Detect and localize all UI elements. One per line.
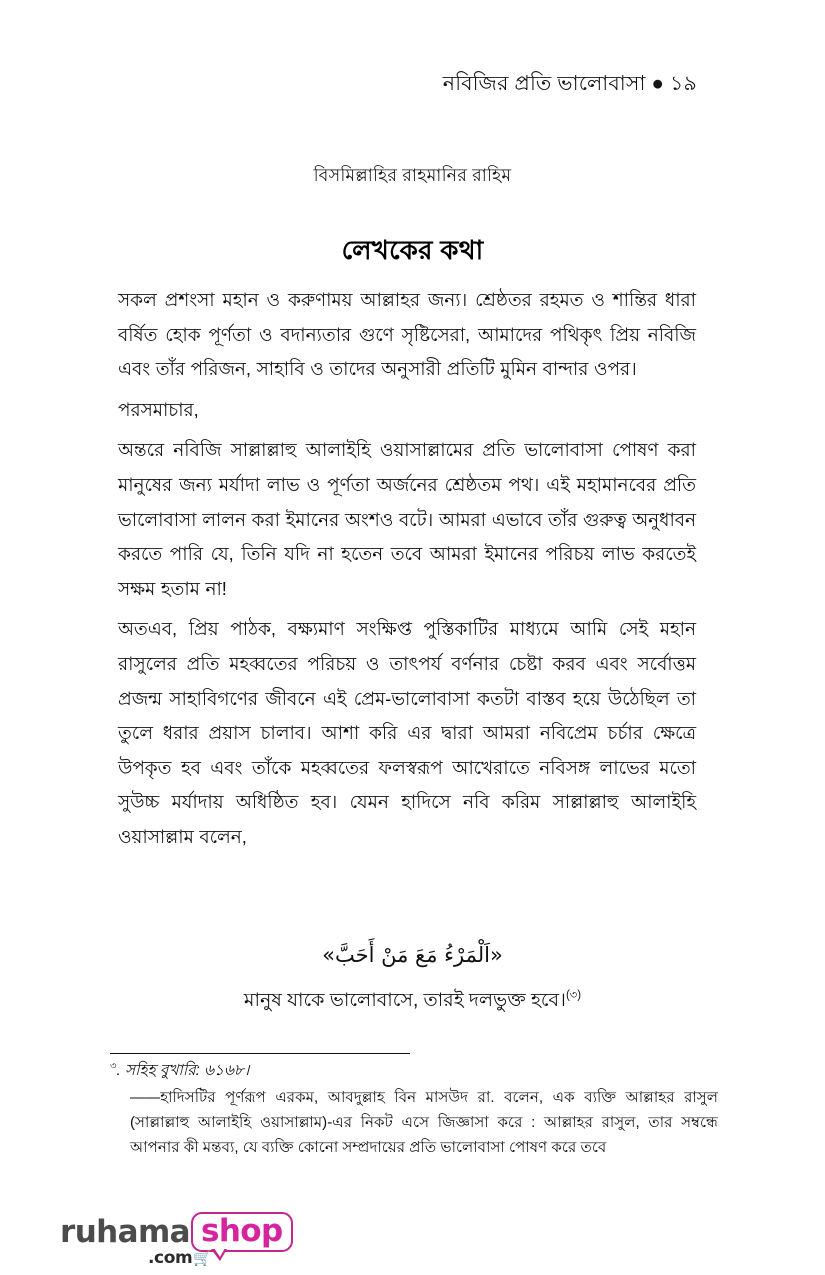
paragraph-salutation: পরসমাচার, [118, 398, 199, 420]
logo-domain-text: ​.com [148, 1248, 193, 1268]
footnote-block [110, 1060, 718, 1161]
footnote-reference-text: . সহিহ বুখারি: ৬১৬৮। [116, 1062, 250, 1079]
paragraph-2: অন্তরে নবিজি সাল্লাল্লাহু আলাইহি ওয়াসাল্লামের প্রতি ভালোবাসা পোষণ করা মানুষের জন্য মর্যাদা লাভ ও পূর্ণতা অর্জনের শ্রেষ্ঠতম পথ। এই মহামানবের প্রতি ভালোবাসা লালন করা ইমানের অংশও বটে। আমরা এভাবে তাঁর গুরুত্ব অনুধাবন করতে পারি যে, তিনি যদি না হতেন তবে আমরা ইমানের পরিচয় লাভ করতেই সক্ষম হতাম না! [118, 439, 696, 599]
running-header: নবিজির প্রতি ভালোবাসা ● ১৯ [442, 72, 697, 95]
footnote-body-text: ——হাদিসটির পূর্ণরূপ এরকম, আবদুল্লাহ বিন মাসউদ রা. বলেন, এক ব্যক্তি আল্লাহর রাসুল (সাল্লাল্লাহু আলাইহি ওয়াসাল্লাম)-এর নিকট এসে জিজ্ঞাসা করে : আল্লাহর রাসুল, তার সম্বন্ধে আপনার কী মন্তব্য, যে ব্যক্তি কোনো সম্প্রদায়ের প্রতি ভালোবাসা পোষণ করে তবে [130, 1089, 718, 1157]
footnote-number: ৩ [110, 1060, 117, 1072]
paragraph-1: সকল প্রশংসা মহান ও করুণাময় আল্লাহর জন্য। শ্রেষ্ঠতর রহমত ও শান্তির ধারা বর্ষিত হোক পূর্ণতা ও বদান্যতার গুণে সৃষ্টিসেরা, আমাদের পথিকৃৎ প্রিয় নবিজি এবং তাঁর পরিজন, সাহাবি ও তাদের অনুসারী প্রতিটি মুমিন বান্দার ওপর। [118, 289, 696, 380]
ruhamashop-logo [60, 1212, 283, 1270]
logo-domain [148, 1250, 212, 1267]
page-title: লেখকের কথা [341, 235, 484, 265]
logo-word-shop: shop [200, 1213, 283, 1249]
footnote-divider [110, 1053, 410, 1054]
hadith-bangla-translation [0, 986, 825, 1018]
footnote-marker-inline[interactable]: (৩) [565, 989, 582, 1002]
logo-wordmark [60, 1212, 293, 1252]
basmala-line: বিসমিল্লাহির রাহমানির রাহিম [313, 165, 512, 185]
hadith-arabic-text: «اَلْمَرْءُ مَعَ مَنْ أَحَبَّ» [322, 943, 503, 967]
shopping-cart-icon: 🛒 [193, 1249, 213, 1267]
footnote-reference [110, 1060, 718, 1082]
bubble-tail-icon [211, 1249, 227, 1261]
hadith-bangla-text: মানুষ যাকে ভালোবাসে, তারই দলভুক্ত হবে। [243, 990, 566, 1011]
body-content [118, 283, 696, 861]
logo-word-ruhama: ruhama [60, 1213, 190, 1250]
logo-speech-bubble-icon [191, 1212, 293, 1252]
paragraph-3: অতএব, প্রিয় পাঠক, বক্ষ্যমাণ সংক্ষিপ্ত পুস্তিকাটির মাধ্যমে আমি সেই মহান রাসুলের প্রতি মহব্বতের পরিচয় ও তাৎপর্য বর্ণনার চেষ্টা করব এবং সর্বোত্তম প্রজন্ম সাহাবিগণের জীবনে এই প্রেম-ভালোবাসা কতটা বাস্তব হয়ে উঠেছিল তা তুলে ধরার প্রয়াস চালাব। আশা করি এর দ্বারা আমরা নবিপ্রেম চর্চার ক্ষেত্রে উপকৃত হব এবং তাঁকে মহব্বতের ফলস্বরূপ আখেরাতে নবিসঙ্গ লাভের মতো সুউচ্চ মর্যাদায় অধিষ্ঠিত হব। যেমন হাদিসে নবি করিম সাল্লাল্লাহু আলাইহি ওয়াসাল্লাম বলেন, [118, 618, 696, 847]
